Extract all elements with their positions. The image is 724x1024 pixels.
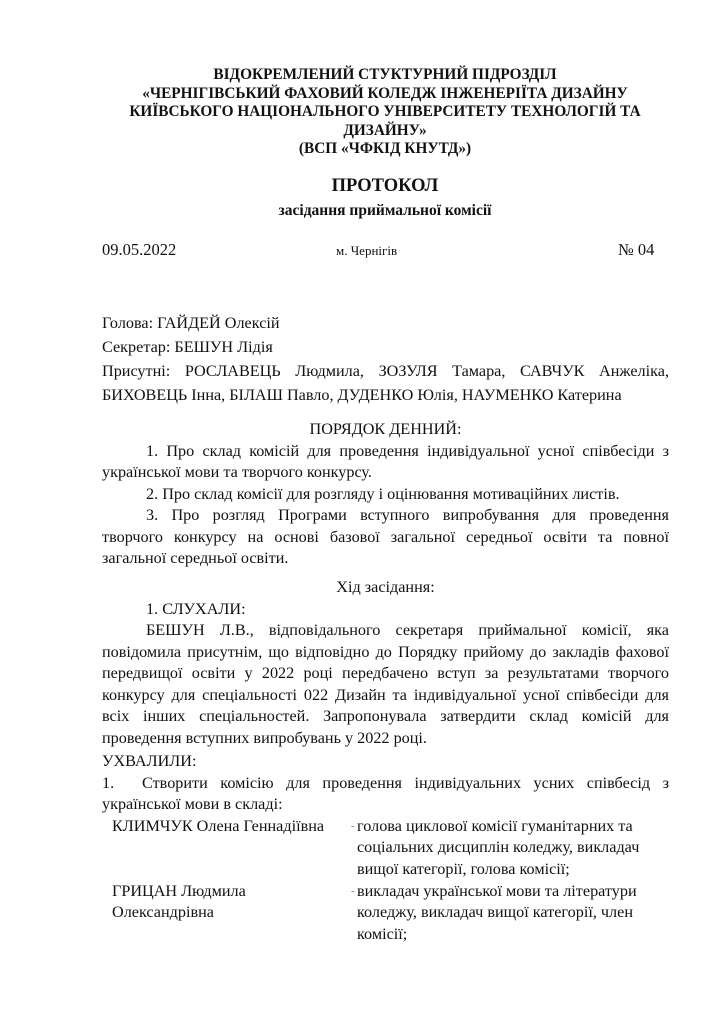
header-line: КИЇВСЬКОГО НАЦІОНАЛЬНОГО УНІВЕРСИТЕТУ ТЕХНОЛОГІЙ ТА <box>129 103 641 121</box>
header-line: ВІДОКРЕМЛЕНИЙ СТУКТУРНИЙ ПІДРОЗДІЛ <box>213 66 557 83</box>
header-line: «ЧЕРНІГІВСЬКИЙ ФАХОВИЙ КОЛЕДЖ ІНЖЕНЕРІЇТА ДИЗАЙНУ <box>142 84 628 102</box>
resolved-item-number: 1. <box>102 773 115 792</box>
header-line: (ВСП «ЧФКІД КНУТД») <box>298 140 472 158</box>
header-line: ДИЗАЙНУ» <box>343 121 427 139</box>
proceedings-heading: Хід засідання: <box>336 578 435 596</box>
agenda-item: 1. Про склад комісій для проведення індивідуальної усної співбесіди з української мови та творчого конкурсу. <box>102 441 669 481</box>
agenda-section <box>102 419 669 570</box>
proceedings-section <box>102 577 669 749</box>
resolved-item-1 <box>102 773 669 795</box>
meeting-city: м. Чернігів <box>336 243 398 258</box>
resolved-item-continuation: української мови в складі: <box>102 795 283 813</box>
agenda-item: 3. Про розгляд Програми вступного випробування для проведення творчого конкурсу на основі базової загальної середньої освіти та повної загальної середньої освіти. <box>102 506 669 567</box>
document-title: ПРОТОКОЛ <box>331 176 439 196</box>
dash-marker: - <box>351 885 355 897</box>
resolved-item-text: Створити комісію для проведення індивідуальних усних співбесід з <box>142 773 669 792</box>
agenda-item: 2. Про склад комісії для розгляду і оцінювання мотиваційних листів. <box>146 484 620 503</box>
resolved-heading: УХВАЛИЛИ: <box>102 752 197 770</box>
secretary-line: Секретар: БЕШУН Лідія <box>102 338 273 356</box>
member-name: ГРИЦАН Людмила Олександрівна <box>112 881 246 921</box>
document-subtitle: засідання приймальної комісії <box>278 202 492 219</box>
attendees-section <box>102 311 669 407</box>
heard-text: БЕШУН Л.В., відповідального секретаря приймальної комісії, яка повідомила присутнім, що відповідно до Порядку прийому до закладів фахової передвищої освіти у 2022 році передбачено вступ за результатами творчого конкурсу для спеціальності 022 Дизайн та індивідуальної усної співбесіди для всіх інших спеціальностей. Запропонувала затвердити склад комісій для проведення вступних випробувань у 2022 році. <box>102 621 669 747</box>
present-line: БИХОВЕЦЬ Інна, БІЛАШ Павло, ДУДЕНКО Юлія, НАУМЕНКО Катерина <box>102 386 622 404</box>
agenda-heading: ПОРЯДОК ДЕННИЙ: <box>309 420 462 438</box>
committee-members-table <box>102 816 669 946</box>
heard-label: 1. СЛУХАЛИ: <box>146 599 246 618</box>
present-line: Присутні: РОСЛАВЕЦЬ Людмила, ЗОЗУЛЯ Тамара, САВЧУК Анжеліка, <box>102 362 669 380</box>
member-name: КЛИМЧУК Олена Геннадіївна <box>112 816 325 835</box>
meeting-date: 09.05.2022 <box>102 240 177 259</box>
institution-header <box>100 66 670 159</box>
dash-marker: - <box>351 820 355 832</box>
protocol-number: № 04 <box>618 240 655 259</box>
member-role: викладач української мови та літератури коледжу, викладач вищої категорії, член комісії; <box>357 881 637 943</box>
resolved-section <box>102 751 669 946</box>
chair-line: Голова: ГАЙДЕЙ Олексій <box>102 314 280 332</box>
member-role: голова циклової комісії гуманітарних та соціальних дисциплін коледжу, викладач вищої категорії, голова комісії; <box>357 816 640 878</box>
